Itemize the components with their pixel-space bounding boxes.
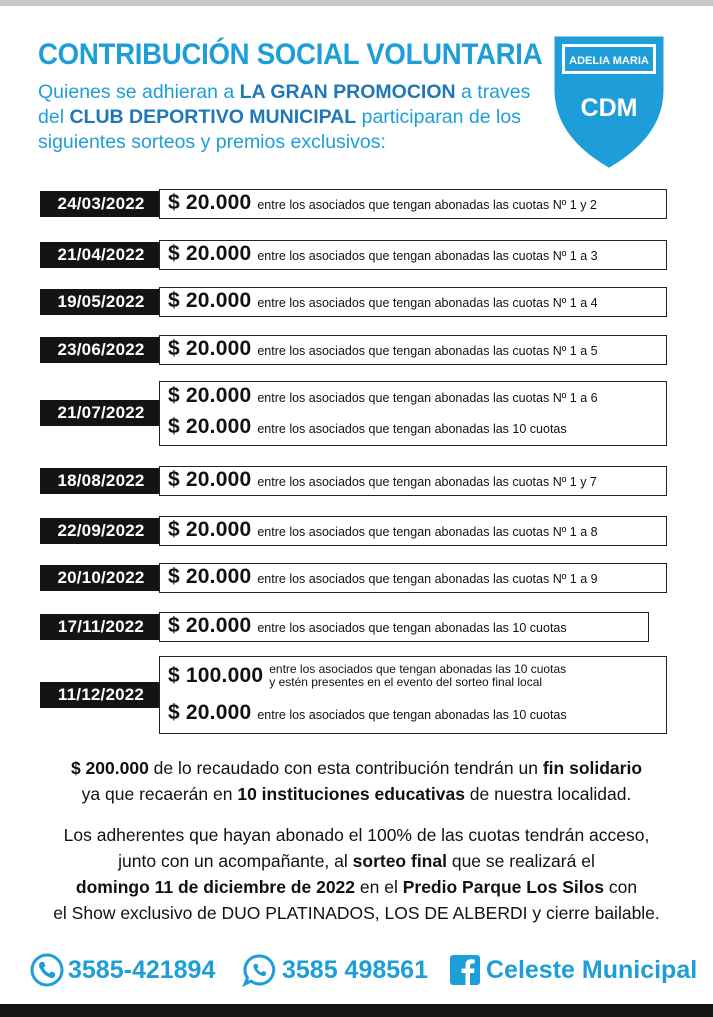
draw-row	[40, 612, 162, 642]
whatsapp-contact[interactable]	[242, 950, 428, 990]
draw-date: 24/03/2022	[40, 191, 162, 217]
prize-box	[159, 516, 667, 546]
draw-row	[40, 189, 162, 219]
draw-date: 21/04/2022	[40, 242, 162, 268]
prize-description: entre los asociados que tengan abonadas las 10 cuotas	[257, 422, 567, 436]
club-name: CLUB DEPORTIVO MUNICIPAL	[69, 106, 357, 128]
prize-box	[159, 189, 667, 219]
prize-box	[159, 240, 667, 270]
page-title: CONTRIBUCIÓN SOCIAL VOLUNTARIA	[38, 38, 543, 71]
prize-description: entre los asociados que tengan abonadas las cuotas Nº 1 a 3	[257, 249, 598, 263]
draw-date: 20/10/2022	[40, 565, 162, 591]
draw-row	[40, 287, 162, 317]
intro-text: Quienes se adhieran a LA GRAN PROMOCION a traves del CLUB DEPORTIVO MUNICIPAL participaran de los siguientes sorteos y premios exclusivos:	[38, 81, 531, 153]
phone-number: 3585-421894	[68, 955, 216, 984]
prize-box	[159, 287, 667, 317]
draw-row	[40, 516, 162, 546]
final-draw-note: Los adherentes que hayan abonado el 100% de las cuotas tendrán acceso, junto con un acompañante, al sorteo final que se realizará el domingo 11 de diciembre de 2022 en el Predio Parque Los Silos con el Show exclusivo de DUO PLATINADOS, LOS DE ALBERDI y cierre bailable.	[53, 825, 660, 923]
prize-amount: $ 20.000	[168, 242, 252, 265]
prize-description: entre los asociados que tengan abonadas las cuotas Nº 1 a 4	[257, 296, 598, 310]
prize-amount: $ 20.000	[168, 415, 252, 438]
top-border	[0, 0, 713, 6]
bottom-border	[0, 1004, 713, 1017]
prize-amount: $ 20.000	[168, 468, 252, 491]
facebook-contact[interactable]	[448, 950, 697, 990]
draw-date: 11/12/2022	[40, 682, 162, 708]
prize-box	[159, 466, 667, 496]
draw-row	[40, 563, 162, 593]
draw-date: 21/07/2022	[40, 400, 162, 426]
prize-box	[159, 335, 667, 365]
prize-amount: $ 20.000	[168, 384, 252, 407]
prize-amount: $ 20.000	[168, 614, 252, 637]
prize-amount: $ 20.000	[168, 518, 252, 541]
phone-contact[interactable]	[30, 950, 215, 990]
prize-amount: $ 20.000	[168, 191, 252, 214]
draw-date: 23/06/2022	[40, 337, 162, 363]
facebook-icon	[448, 953, 482, 987]
draw-row	[40, 398, 162, 428]
facebook-page: Celeste Municipal	[486, 955, 698, 984]
promo-name: LA GRAN PROMOCION	[239, 81, 456, 103]
prize-box	[159, 612, 649, 642]
prize-amount: $ 100.000	[168, 663, 264, 687]
draw-date: 17/11/2022	[40, 614, 162, 640]
prize-description: entre los asociados que tengan abonadas las cuotas Nº 1 y 2	[257, 198, 597, 212]
prize-amount: $ 20.000	[168, 701, 252, 724]
draw-row	[40, 240, 162, 270]
club-shield-logo	[548, 30, 670, 170]
prize-amount: $ 20.000	[168, 337, 252, 360]
prize-box	[159, 563, 667, 593]
solidarity-note: $ 200.000 de lo recaudado con esta contribución tendrán un fin solidario ya que recaerán en 10 instituciones educativas de nuestra localidad.	[70, 758, 643, 804]
prize-description: entre los asociados que tengan abonadas las 10 cuotas	[257, 621, 567, 635]
draw-row	[40, 680, 162, 710]
prize-box	[159, 381, 667, 446]
whatsapp-icon	[242, 953, 278, 987]
prize-description: entre los asociados que tengan abonadas las cuotas Nº 1 a 8	[257, 525, 598, 539]
prize-amount: $ 20.000	[168, 289, 252, 312]
draw-date: 19/05/2022	[40, 289, 162, 315]
prize-amount: $ 20.000	[168, 565, 252, 588]
draw-date: 22/09/2022	[40, 518, 162, 544]
prize-description: entre los asociados que tengan abonadas las cuotas Nº 1 a 6	[257, 391, 598, 405]
prize-description: entre los asociados que tengan abonadas las 10 cuotas	[257, 708, 567, 722]
badge-name-text: CDM	[580, 94, 638, 122]
draw-row	[40, 335, 162, 365]
prize-description: entre los asociados que tengan abonadas las cuotas Nº 1 a 9	[257, 572, 598, 586]
phone-icon	[30, 953, 64, 987]
draw-row	[40, 466, 162, 496]
prize-description: entre los asociados que tengan abonadas las cuotas Nº 1 a 5	[257, 344, 598, 358]
contact-bar	[30, 950, 698, 990]
draw-date: 18/08/2022	[40, 468, 162, 494]
whatsapp-number: 3585 498561	[282, 955, 428, 984]
prize-box	[159, 656, 667, 734]
prize-description: entre los asociados que tengan abonadas las cuotas Nº 1 y 7	[257, 475, 597, 489]
badge-top-text: ADELIA MARIA	[569, 55, 649, 67]
prize-description: entre los asociados que tengan abonadas las 10 cuotas y estén presentes en el evento del sorteo final local	[269, 662, 567, 689]
